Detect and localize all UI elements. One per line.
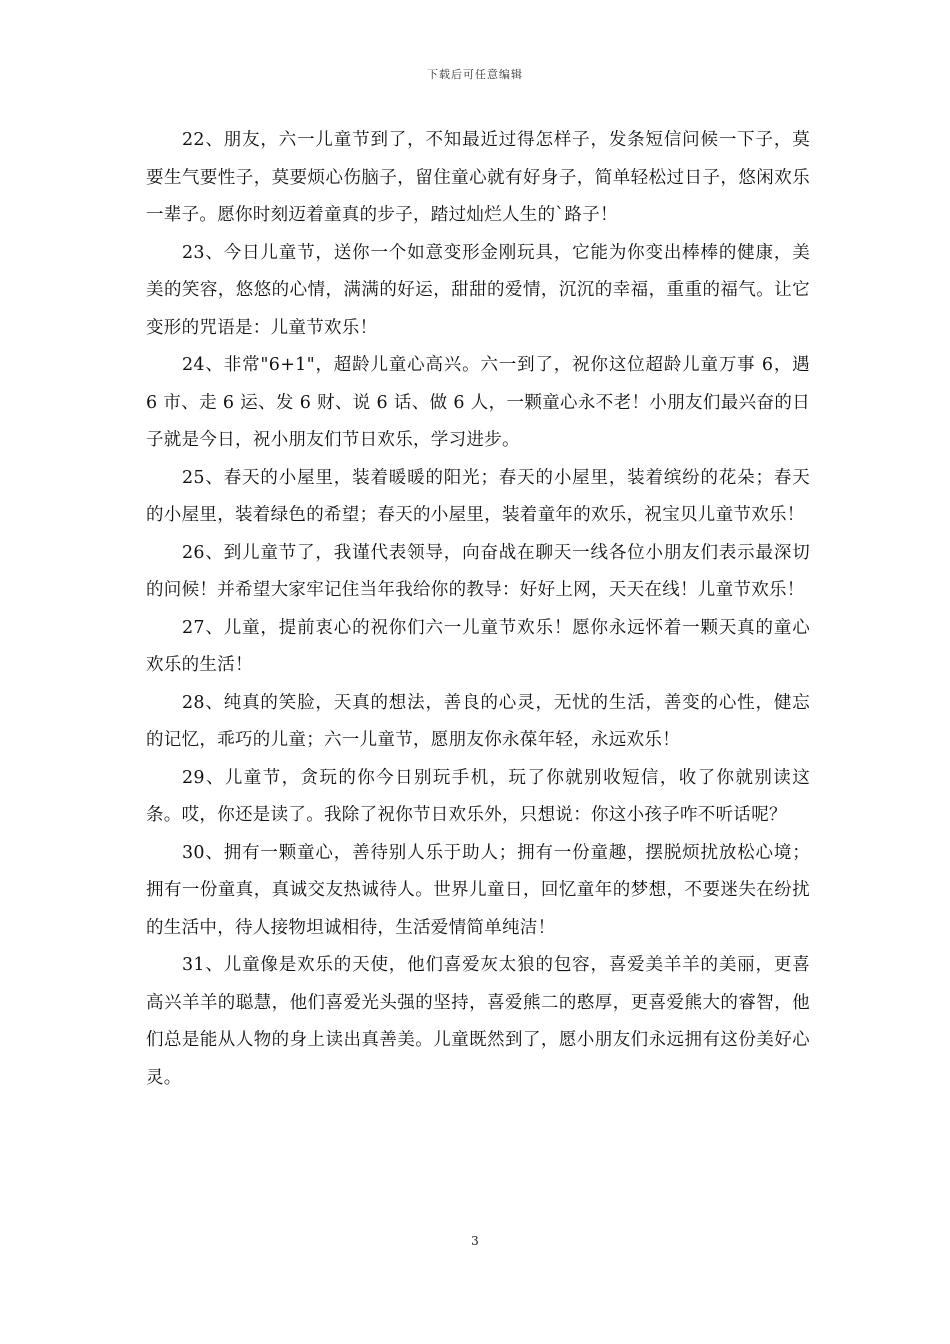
paragraph-29: 29、儿童节，贪玩的你今日别玩手机，玩了你就别收短信，收了你就别读这条。哎，你还是读了。我除了祝你节日欢乐外，只想说：你这小孩子咋不听话呢？	[146, 767, 810, 825]
paragraph-27: 27、儿童，提前衷心的祝你们六一儿童节欢乐！愿你永远怀着一颗天真的童心欢乐的生活！	[146, 617, 810, 675]
page-number: 3	[471, 1234, 479, 1248]
paragraph-23: 23、今日儿童节，送你一个如意变形金刚玩具，它能为你变出棒棒的健康，美美的笑容，悠悠的心情，满满的好运，甜甜的爱情，沉沉的幸福，重重的福气。让它变形的咒语是：儿童节欢乐！	[146, 242, 810, 338]
paragraph-30: 30、拥有一颗童心，善待别人乐于助人；拥有一份童趣，摆脱烦扰放松心境；拥有一份童真，真诚交友热诚待人。世界儿童日，回忆童年的梦想，不要迷失在纷扰的生活中，待人接物坦诚相待，生活爱情简单纯洁！	[146, 842, 810, 938]
paragraph-28: 28、纯真的笑脸，天真的想法，善良的心灵，无忧的生活，善变的心性，健忘的记忆，乖巧的儿童；六一儿童节，愿朋友你永葆年轻，永远欢乐！	[146, 692, 810, 750]
paragraph-25: 25、春天的小屋里，装着暖暖的阳光；春天的小屋里，装着缤纷的花朵；春天的小屋里，装着绿色的希望；春天的小屋里，装着童年的欢乐，祝宝贝儿童节欢乐！	[146, 467, 810, 525]
paragraph-22: 22、朋友，六一儿童节到了，不知最近过得怎样子，发条短信问候一下子，莫要生气要性子，莫要烦心伤脑子，留住童心就有好身子，简单轻松过日子，悠闲欢乐一辈子。愿你时刻迈着童真的步子，踏过灿烂人生的`路子！	[146, 130, 810, 225]
paragraph-24: 24、非常"6+1"，超龄儿童心高兴。六一到了，祝你这位超龄儿童万事 6，遇 6 市、走 6 运、发 6 财、说 6 话、做 6 人，一颗童心永不老！小朋友们最兴奋的日子就是今日，祝小朋友们节日欢乐，学习进步。	[146, 355, 810, 450]
paragraph-31: 31、儿童像是欢乐的天使，他们喜爱灰太狼的包容，喜爱美羊羊的美丽，更喜高兴羊羊的聪慧，他们喜爱光头强的坚持，喜爱熊二的憨厚，更喜爱熊大的睿智，他们总是能从人物的身上读出真善美。儿童既然到了，愿小朋友们永远拥有这份美好心灵。	[146, 955, 810, 1088]
document-body	[146, 122, 810, 1097]
paragraph-26: 26、到儿童节了，我谨代表领导，向奋战在聊天一线各位小朋友们表示最深切的问候！并希望大家牢记住当年我给你的教导：好好上网，天天在线！儿童节欢乐！	[146, 542, 810, 600]
page-header: 下载后可任意编辑	[427, 68, 523, 81]
